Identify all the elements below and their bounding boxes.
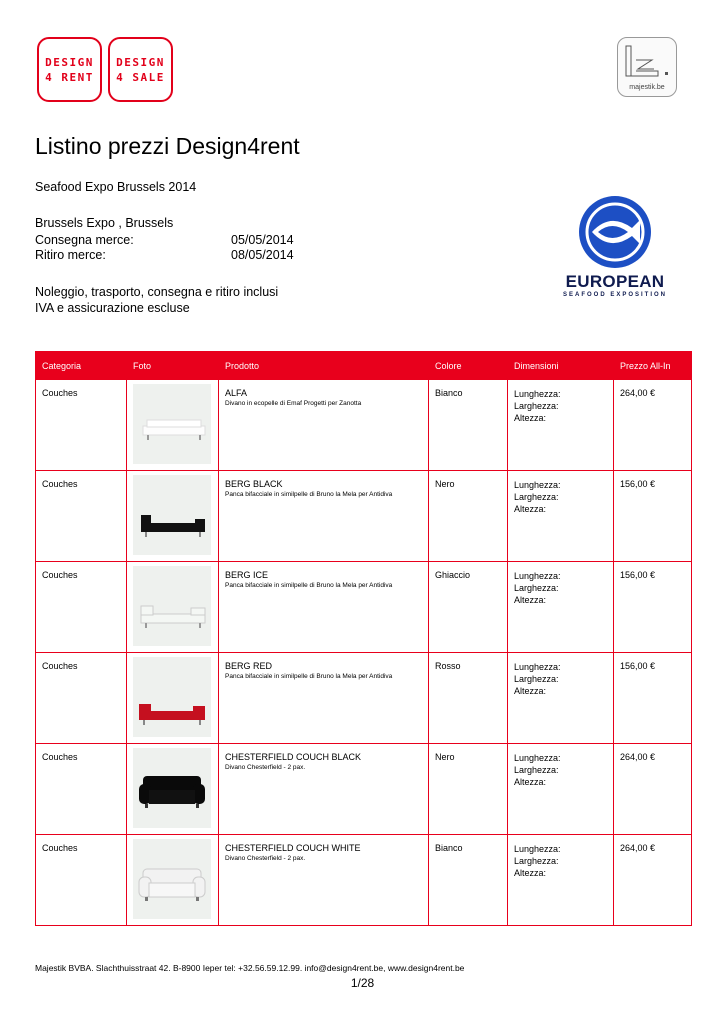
cell-price: 264,00 € — [614, 835, 692, 926]
col-header-foto: Foto — [127, 352, 219, 380]
product-name: BERG RED — [225, 661, 273, 671]
cell-dimensions — [508, 835, 614, 926]
cell-price: 156,00 € — [614, 562, 692, 653]
price-list-table — [35, 351, 692, 926]
col-header-dimensioni: Dimensioni — [508, 352, 614, 380]
logo-rent-line1: DESIGN — [45, 55, 94, 69]
dim-length-label: Lunghezza: — [514, 662, 561, 672]
cell-category: Couches — [36, 562, 127, 653]
product-description: Divano Chesterfield - 2 pax. — [225, 855, 306, 862]
dim-width-label: Larghezza: — [514, 765, 559, 775]
cell-color: Rosso — [429, 653, 508, 744]
delivery-date: 05/05/2014 — [231, 233, 294, 247]
logo-sale-line2: 4 SALE — [116, 70, 165, 84]
cell-color: Nero — [429, 744, 508, 835]
table-row — [36, 380, 692, 471]
dim-length-label: Lunghezza: — [514, 571, 561, 581]
col-header-prezzo: Prezzo All-In — [614, 352, 692, 380]
cell-dimensions — [508, 744, 614, 835]
dim-length-label: Lunghezza: — [514, 389, 561, 399]
cell-product — [219, 562, 429, 653]
dim-height-label: Altezza: — [514, 868, 547, 878]
product-name: CHESTERFIELD COUCH BLACK — [225, 752, 362, 762]
cell-photo — [127, 835, 219, 926]
table-row — [36, 835, 692, 926]
cell-color: Nero — [429, 471, 508, 562]
dim-length-label: Lunghezza: — [514, 844, 561, 854]
cell-dimensions — [508, 380, 614, 471]
logo-rent-line2: 4 RENT — [45, 70, 94, 84]
col-header-prodotto: Prodotto — [219, 352, 429, 380]
logo-sale-line1: DESIGN — [116, 55, 165, 69]
product-photo — [133, 566, 211, 646]
cell-dimensions — [508, 471, 614, 562]
dim-length-label: Lunghezza: — [514, 480, 561, 490]
majestik-logo-text: majestik.be — [629, 84, 665, 91]
product-description: Divano in ecopelle di Emaf Progetti per Zanotta — [225, 400, 362, 407]
product-name: ALFA — [225, 388, 248, 398]
delivery-label: Consegna merce: — [35, 233, 134, 247]
product-description: Panca bifacciale in similpelle di Bruno la Mela per Antidiva — [225, 491, 393, 498]
pickup-label: Ritiro merce: — [35, 248, 106, 262]
cell-dimensions — [508, 562, 614, 653]
cell-product — [219, 744, 429, 835]
product-name: BERG BLACK — [225, 479, 283, 489]
col-header-colore: Colore — [429, 352, 508, 380]
table-row — [36, 653, 692, 744]
note-excluded: IVA e assicurazione escluse — [35, 301, 190, 315]
dim-width-label: Larghezza: — [514, 856, 559, 866]
dim-height-label: Altezza: — [514, 595, 547, 605]
cell-product — [219, 380, 429, 471]
dim-height-label: Altezza: — [514, 504, 547, 514]
product-name: BERG ICE — [225, 570, 269, 580]
cell-category: Couches — [36, 835, 127, 926]
cell-photo — [127, 653, 219, 744]
seafood-logo-word: EUROPEAN — [565, 272, 665, 291]
dim-width-label: Larghezza: — [514, 674, 559, 684]
product-description: Panca bifacciale in similpelle di Bruno la Mela per Antidiva — [225, 673, 393, 680]
seafood-logo-sub: SEAFOOD EXPOSITION — [562, 292, 667, 298]
fish-globe-icon — [560, 190, 670, 272]
dim-length-label: Lunghezza: — [514, 753, 561, 763]
footer-address: Majestik BVBA. Slachthuisstraat 42. B-8900 Ieper tel: +32.56.59.12.99. info@design4rent.be, www.design4rent.be — [35, 963, 465, 973]
dim-height-label: Altezza: — [514, 686, 547, 696]
table-header-row — [36, 352, 692, 380]
cell-photo — [127, 562, 219, 653]
cell-photo — [127, 471, 219, 562]
product-photo — [133, 748, 211, 828]
table-row — [36, 744, 692, 835]
product-photo — [133, 657, 211, 737]
design4sale-logo — [108, 37, 173, 102]
cell-price: 156,00 € — [614, 471, 692, 562]
table-row — [36, 471, 692, 562]
pickup-date: 08/05/2014 — [231, 248, 294, 262]
page-title: Listino prezzi Design4rent — [35, 133, 300, 159]
cell-photo — [127, 380, 219, 471]
majestik-logo — [617, 37, 677, 97]
cell-color: Bianco — [429, 380, 508, 471]
product-photo — [133, 839, 211, 919]
cell-product — [219, 653, 429, 744]
note-included: Noleggio, trasporto, consegna e ritiro inclusi — [35, 285, 279, 299]
table-row — [36, 562, 692, 653]
dim-width-label: Larghezza: — [514, 583, 559, 593]
cell-product — [219, 835, 429, 926]
dim-width-label: Larghezza: — [514, 401, 559, 411]
cell-category: Couches — [36, 471, 127, 562]
product-photo — [133, 384, 211, 464]
product-description: Divano Chesterfield - 2 pax. — [225, 764, 306, 771]
majestik-mark-icon — [618, 38, 678, 88]
cell-dimensions — [508, 653, 614, 744]
venue: Brussels Expo , Brussels — [35, 216, 174, 230]
col-header-categoria: Categoria — [36, 352, 127, 380]
product-name: CHESTERFIELD COUCH WHITE — [225, 843, 361, 853]
cell-color: Bianco — [429, 835, 508, 926]
cell-category: Couches — [36, 653, 127, 744]
cell-price: 156,00 € — [614, 653, 692, 744]
dim-height-label: Altezza: — [514, 413, 547, 423]
cell-color: Ghiaccio — [429, 562, 508, 653]
cell-product — [219, 471, 429, 562]
product-photo — [133, 475, 211, 555]
cell-category: Couches — [36, 380, 127, 471]
cell-category: Couches — [36, 744, 127, 835]
cell-price: 264,00 € — [614, 380, 692, 471]
event-name: Seafood Expo Brussels 2014 — [35, 180, 197, 194]
dim-height-label: Altezza: — [514, 777, 547, 787]
seafood-expo-logo — [560, 190, 670, 305]
page-number: 1/28 — [350, 976, 375, 990]
cell-photo — [127, 744, 219, 835]
product-description: Panca bifacciale in similpelle di Bruno la Mela per Antidiva — [225, 582, 393, 589]
design4rent-logo — [37, 37, 102, 102]
cell-price: 264,00 € — [614, 744, 692, 835]
dim-width-label: Larghezza: — [514, 492, 559, 502]
